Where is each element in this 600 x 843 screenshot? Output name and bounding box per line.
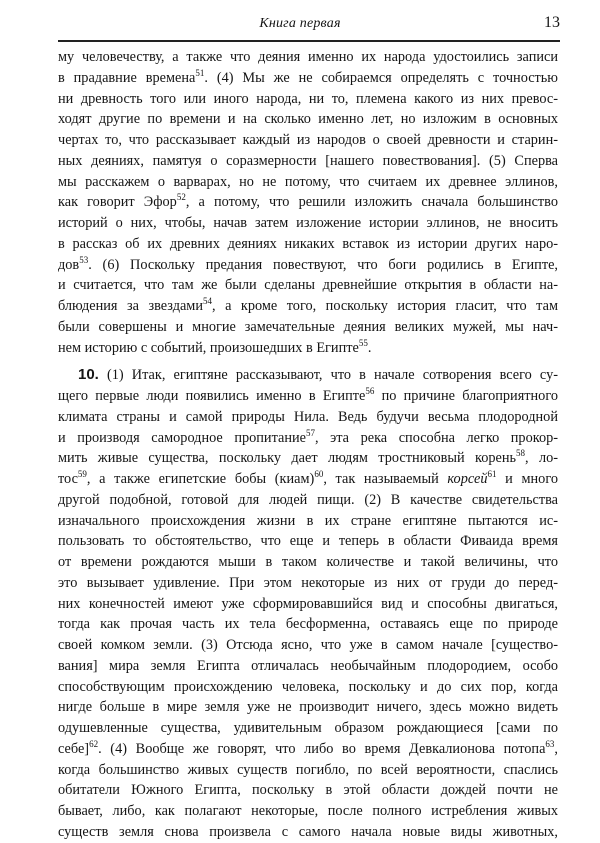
text-line: в рассказ об их древних деяниях никаких вставок из истории других наро-	[58, 235, 558, 252]
section-number: 10.	[78, 366, 99, 384]
text-line: 10. (1) Итак, египтяне рассказывают, что в начале сотворения всего су-	[78, 366, 558, 384]
text-line: щего первые люди появились именно в Египте$^{56}$ по причине благоприятного	[58, 386, 558, 404]
text-line: это вызывает удивление. При этом некоторые из них от груди до перед-	[58, 574, 558, 591]
text-line: когда большинство живых существ погибло, по всей вероятности, спаслись	[58, 761, 558, 778]
text-line: ных деяниях, памятуя о соразмерности [нашего повествования]. (5) Сперва	[58, 152, 558, 169]
footnote-ref: 54	[203, 296, 213, 306]
footnote-ref: 62	[89, 738, 99, 749]
text-line: обитатели Южного Египта, поскольку в этой области дождей почти не	[58, 782, 558, 799]
text-line: тос$^{59}$, а также египетские бобы (киам)$^{60}$, так называемый корсей$^{61}$ и много	[58, 469, 558, 487]
text-line: ходят другие по времени и на сколько именно лет, но изложим в основных	[58, 111, 558, 128]
text-line: себе]$^{62}$. (4) Вообще же говорят, что либо во время Девкалионова потопа$^{63}$,	[58, 738, 558, 757]
text-line: блюдения за звездами$^{54}$, а кроме того, поскольку история гласит, что там	[58, 296, 558, 314]
text-line: чертах то, что рассказывает каждый из народов о своей древности и старин-	[58, 132, 558, 148]
footnote-ref: 59	[77, 469, 87, 479]
text-line: и считается, что там же были сделаны древнейшие открытия в области на-	[58, 277, 558, 294]
footnote-ref: 63	[545, 738, 555, 749]
text-line: историй о них, чтобы, начав затем изложение истории эллинов, не вносить	[58, 215, 558, 231]
text-line: му человечеству, а также что деяния именно их народа удостоились записи	[58, 49, 558, 65]
text-line: нигде больше в мире земля уже не производит ничего, здесь можно видеть	[58, 699, 558, 716]
text-line: и производя самородное пропитание$^{57}$, эта река способна легко прокор-	[58, 427, 558, 446]
text-line: изначального происхождения жизни в их стране египтяне пытаются ис-	[58, 512, 558, 529]
header-rule	[58, 40, 560, 42]
footnote-ref: 60	[314, 469, 324, 479]
footnote-ref: 55	[358, 337, 368, 348]
text-line: нем историю с событий, произошедших в Египте$^{55}$.	[58, 337, 372, 356]
text-line: своей комком земли. (3) Отсюда ясно, что уже в самом начале [существо-	[58, 637, 558, 653]
text-line: способствующим происхождению человека, поскольку и до сих пор, когда	[58, 678, 558, 695]
text-line: них конечностей имеют уже сформировавшийся вид и способны двигаться,	[58, 595, 558, 612]
text-line: ни древность того или иного народа, ни то, племена какого из них превос-	[58, 90, 558, 107]
text-line: мы расскажем о варварах, но не потому, что считаем их древнее эллинов,	[58, 173, 558, 190]
text-line: одушевленные существа, удивительным образом рождающиеся [сами по	[58, 720, 558, 736]
text-line: тогда как прочая часть их тела бесформенна, оставаясь еще по природе	[58, 616, 558, 633]
footnote-ref: 51	[195, 67, 205, 78]
text-line: вания] мира земля Египта отличалась необычайным плодородием, особо	[58, 657, 558, 674]
footnote-ref: 61	[487, 469, 497, 479]
running-title: Книга первая	[259, 16, 341, 31]
page-body	[58, 47, 558, 843]
text-line: другой подобной, готовой для людей пищи. (2) В качестве свидетельства	[58, 491, 558, 508]
footnote-ref: 56	[365, 386, 375, 396]
text-line: дов$^{53}$. (6) Поскольку предания повествуют, что боги родились в Египте,	[58, 254, 558, 273]
footnote-ref: 52	[176, 192, 186, 203]
page-number: 13	[544, 14, 560, 31]
page-header	[0, 14, 600, 36]
text-line: мить живые существа, поскольку дает людям тростниковый корень$^{58}$, ло-	[58, 448, 558, 467]
text-line: в прадавние времена$^{51}$. (4) Мы же не собираемся определять с точностью	[58, 67, 558, 86]
footnote-ref: 57	[306, 427, 315, 438]
text-line: пользовать то обстоятельство, что еще и теперь в области Фиваида время	[58, 533, 558, 550]
footnote-ref: 58	[516, 448, 526, 459]
footnote-ref: 53	[79, 254, 89, 265]
text-line: бывает, либо, как полагают некоторые, после полного истребления живых	[58, 803, 558, 819]
text-line: от времени рождаются мыши в таком количестве и такой величины, что	[58, 554, 558, 570]
text-line: существ земля снова произвела с самого начала новые виды животных,	[58, 823, 558, 840]
text-line: как говорит Эфор$^{52}$, а потому, что решили изложить сначала большинство	[58, 192, 558, 211]
text-line: климата страны и самой природы Нила. Ведь будучи весьма плодородной	[58, 408, 558, 425]
text-line: были совершены и многие замечательные деяния великих мужей, мы нач-	[58, 318, 558, 335]
